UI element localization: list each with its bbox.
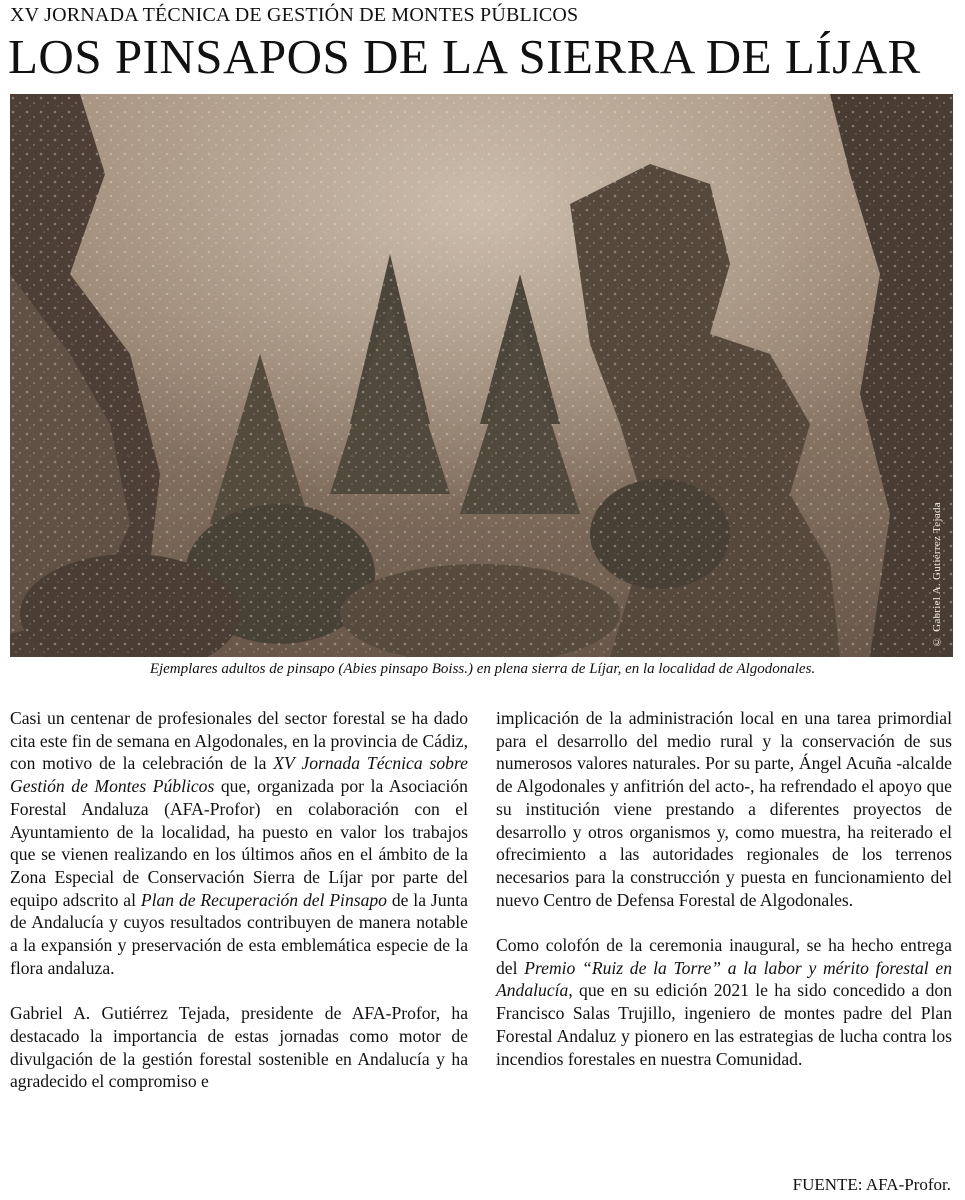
plan-name: Plan de Recuperación del Pinsapo [140, 889, 387, 910]
paragraph-2-continued: implicación de la administración local en una tarea primordial para el desarrollo del medio rural y la conservación de sus numerosos valores naturales. Por su parte, Ángel Acuña -alcalde de Algodonales y anfitrión del acto-, ha refrendado el apoyo que su institución viene prestando a diferentes proyectos de desarrollo y otros organismos y, como muestra, ha reiterado el ofrecimiento a las autoridades regionales de los terrenos necesarios para la construcción y puesta en funcionamiento del nuevo Centro de Defensa Forestal de Algodonales. [496, 708, 952, 910]
event-name: XV Jornada Técnica sobre Gestión de Montes Públicos [10, 753, 468, 797]
forest-photo [10, 94, 953, 657]
paragraph-2: Gabriel A. Gutiérrez Tejada, presidente de AFA-Profor, ha destacado la importancia de estas jornadas como motor de divulgación de la gestión forestal sostenible en Andalucía y ha agradecido el compromiso e [10, 1003, 468, 1092]
photo-caption: Ejemplares adultos de pinsapo (Abies pinsapo Boiss.) en plena sierra de Líjar, en la localidad de Algodonales. [149, 661, 816, 677]
photo-credit: © Gabriel A. Gutiérrez Tejada [931, 501, 943, 647]
article-kicker: XV JORNADA TÉCNICA DE GESTIÓN DE MONTES PÚBLICOS [10, 4, 579, 26]
award-name: Premio “Ruiz de la Torre” a la labor y mérito forestal en Andalucía [496, 957, 952, 1001]
article-headline: LOS PINSAPOS DE LA SIERRA DE LÍJAR [8, 29, 921, 84]
paragraph-3: Como colofón de la ceremonia inaugural, se ha hecho entrega del Premio “Ruiz de la Torre” a la labor y mérito forestal en Andalucía, que en su edición 2021 le ha sido concedido a don Francisco Salas Trujillo, ingeniero de montes padre del Plan Forestal Andaluz y pionero en las estrategias de lucha contra los incendios forestales en nuestra Comunidad. [496, 935, 952, 1069]
source-line: FUENTE: AFA-Profor. [792, 1175, 951, 1194]
article-column-right [496, 707, 952, 1093]
paragraph-1: Casi un centenar de profesionales del sector forestal se ha dado cita este fin de semana en Algodonales, en la provincia de Cádiz, con motivo de la celebración de la XV Jornada Técnica sobre Gestión de Montes Públicos que, organizada por la Asociación Forestal Andaluza (AFA-Profor) en colaboración con el Ayuntamiento de la localidad, ha puesto en valor los trabajos que se vienen realizando en los últimos años en el ámbito de la Zona Especial de Conservación Sierra de Líjar por parte del equipo adscrito al Plan de Recuperación del Pinsapo de la Junta de Andalucía y cuyos resultados contribuyen de manera notable a la expansión y preservación de esta emblemática especie de la flora andaluza. [10, 708, 468, 978]
article-column-left [10, 707, 468, 1116]
